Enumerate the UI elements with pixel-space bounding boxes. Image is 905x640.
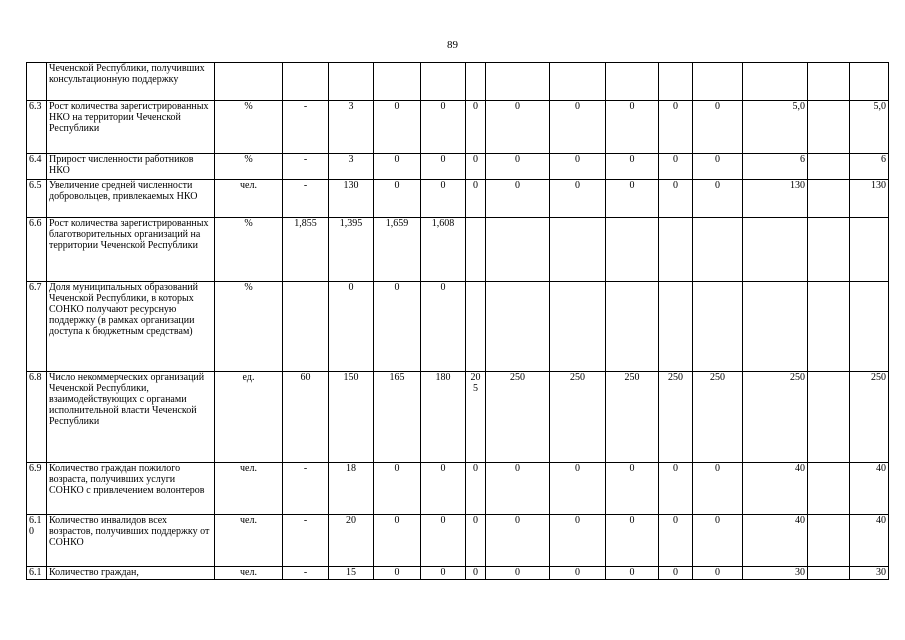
value-cell xyxy=(374,63,421,101)
value-cell: 40 xyxy=(743,515,808,567)
value-cell: 130 xyxy=(329,180,374,218)
row-number: 6.7 xyxy=(27,282,47,372)
value-cell xyxy=(743,282,808,372)
value-cell: 30 xyxy=(850,567,889,580)
value-cell: 250 xyxy=(486,372,550,463)
value-cell: 0 xyxy=(466,515,486,567)
unit-cell: чел. xyxy=(215,567,283,580)
value-cell: 0 xyxy=(550,101,606,154)
value-cell: 0 xyxy=(486,567,550,580)
value-cell xyxy=(659,282,693,372)
table-row xyxy=(27,180,889,218)
table-row xyxy=(27,282,889,372)
value-cell: 0 xyxy=(374,515,421,567)
value-cell xyxy=(850,282,889,372)
value-cell: 0 xyxy=(329,282,374,372)
indicator-name: Число некоммерческих организаций Чеченской Республики, взаимодействующих с органами исполнительной власти Чеченской Республики xyxy=(47,372,215,463)
value-cell: 130 xyxy=(743,180,808,218)
indicator-name: Прирост численности работников НКО xyxy=(47,154,215,180)
value-cell xyxy=(466,63,486,101)
value-cell: 0 xyxy=(486,101,550,154)
unit-cell: % xyxy=(215,218,283,282)
value-cell: 0 xyxy=(374,463,421,515)
value-cell: 1,855 xyxy=(283,218,329,282)
indicators-table xyxy=(26,62,889,580)
value-cell xyxy=(808,218,850,282)
value-cell: 6 xyxy=(850,154,889,180)
value-cell xyxy=(808,63,850,101)
value-cell xyxy=(693,218,743,282)
value-cell: 0 xyxy=(659,180,693,218)
table-row xyxy=(27,63,889,101)
value-cell: 0 xyxy=(659,515,693,567)
unit-cell xyxy=(215,63,283,101)
value-cell: 0 xyxy=(606,101,659,154)
unit-cell: чел. xyxy=(215,515,283,567)
unit-cell: % xyxy=(215,101,283,154)
value-cell: 250 xyxy=(606,372,659,463)
value-cell xyxy=(808,101,850,154)
indicator-name: Чеченской Республики, получивших консультационную поддержку xyxy=(47,63,215,101)
value-cell xyxy=(808,282,850,372)
value-cell xyxy=(550,282,606,372)
value-cell: 0 xyxy=(550,463,606,515)
value-cell: 0 xyxy=(659,154,693,180)
table-row xyxy=(27,515,889,567)
indicator-name: Доля муниципальных образований Чеченской Республики, в которых СОНКО получают ресурсную поддержку (в рамках организации доступа к бюджетным средствам) xyxy=(47,282,215,372)
value-cell: - xyxy=(283,154,329,180)
value-cell: 0 xyxy=(421,463,466,515)
value-cell: 0 xyxy=(606,515,659,567)
value-cell xyxy=(606,282,659,372)
value-cell: 0 xyxy=(421,515,466,567)
value-cell: 0 xyxy=(421,180,466,218)
indicator-name: Увеличение средней численности добровольцев, привлекаемых НКО xyxy=(47,180,215,218)
value-cell xyxy=(808,463,850,515)
value-cell xyxy=(606,63,659,101)
unit-cell: % xyxy=(215,282,283,372)
value-cell: 0 xyxy=(659,567,693,580)
value-cell xyxy=(693,63,743,101)
value-cell xyxy=(850,218,889,282)
value-cell: 3 xyxy=(329,154,374,180)
value-cell xyxy=(486,218,550,282)
value-cell: 0 xyxy=(374,180,421,218)
value-cell: 5,0 xyxy=(850,101,889,154)
value-cell xyxy=(808,567,850,580)
row-number: 6.8 xyxy=(27,372,47,463)
value-cell: 0 xyxy=(659,463,693,515)
value-cell: 250 xyxy=(693,372,743,463)
value-cell: - xyxy=(283,180,329,218)
value-cell: 0 xyxy=(606,567,659,580)
value-cell xyxy=(466,282,486,372)
table-row xyxy=(27,101,889,154)
value-cell: 0 xyxy=(466,101,486,154)
value-cell: 30 xyxy=(743,567,808,580)
value-cell xyxy=(283,63,329,101)
value-cell: 6 xyxy=(743,154,808,180)
value-cell: 40 xyxy=(850,463,889,515)
value-cell xyxy=(486,282,550,372)
value-cell xyxy=(808,372,850,463)
unit-cell: ед. xyxy=(215,372,283,463)
value-cell xyxy=(808,515,850,567)
value-cell: 60 xyxy=(283,372,329,463)
value-cell: 0 xyxy=(486,180,550,218)
value-cell: 0 xyxy=(486,463,550,515)
value-cell: 0 xyxy=(550,515,606,567)
value-cell: 0 xyxy=(466,154,486,180)
unit-cell: чел. xyxy=(215,180,283,218)
indicator-name: Количество граждан пожилого возраста, получивших услуги СОНКО с привлечением волонтеров xyxy=(47,463,215,515)
value-cell: 0 xyxy=(550,180,606,218)
value-cell: 20 xyxy=(329,515,374,567)
value-cell: 0 xyxy=(693,154,743,180)
value-cell: 3 xyxy=(329,101,374,154)
value-cell: 18 xyxy=(329,463,374,515)
value-cell: 165 xyxy=(374,372,421,463)
value-cell: 0 xyxy=(550,154,606,180)
value-cell xyxy=(421,63,466,101)
value-cell: 0 xyxy=(550,567,606,580)
value-cell xyxy=(550,218,606,282)
value-cell: 20 5 xyxy=(466,372,486,463)
row-number xyxy=(27,63,47,101)
value-cell: 0 xyxy=(466,463,486,515)
value-cell xyxy=(659,63,693,101)
row-number: 6.1 xyxy=(27,567,47,580)
value-cell xyxy=(743,63,808,101)
row-number: 6.4 xyxy=(27,154,47,180)
value-cell: 0 xyxy=(486,515,550,567)
row-number: 6.1 0 xyxy=(27,515,47,567)
value-cell xyxy=(329,63,374,101)
value-cell: 1,608 xyxy=(421,218,466,282)
value-cell: 0 xyxy=(421,282,466,372)
value-cell xyxy=(550,63,606,101)
value-cell: 1,395 xyxy=(329,218,374,282)
table-row xyxy=(27,463,889,515)
value-cell: 250 xyxy=(743,372,808,463)
value-cell: 0 xyxy=(374,154,421,180)
row-number: 6.5 xyxy=(27,180,47,218)
value-cell: 0 xyxy=(606,180,659,218)
value-cell: 0 xyxy=(421,101,466,154)
value-cell: 15 xyxy=(329,567,374,580)
value-cell: 0 xyxy=(466,180,486,218)
value-cell: 0 xyxy=(693,567,743,580)
unit-cell: чел. xyxy=(215,463,283,515)
value-cell: 130 xyxy=(850,180,889,218)
page-number: 89 xyxy=(447,39,458,51)
value-cell: 250 xyxy=(550,372,606,463)
value-cell xyxy=(850,63,889,101)
table-row xyxy=(27,372,889,463)
value-cell: 40 xyxy=(850,515,889,567)
value-cell xyxy=(283,282,329,372)
value-cell: 250 xyxy=(850,372,889,463)
indicator-name: Количество инвалидов всех возрастов, получивших поддержку от СОНКО xyxy=(47,515,215,567)
table-row xyxy=(27,154,889,180)
row-number: 6.9 xyxy=(27,463,47,515)
value-cell: 0 xyxy=(374,101,421,154)
value-cell: 0 xyxy=(421,154,466,180)
value-cell: 180 xyxy=(421,372,466,463)
value-cell: - xyxy=(283,567,329,580)
value-cell: - xyxy=(283,515,329,567)
value-cell: 0 xyxy=(374,567,421,580)
value-cell xyxy=(808,180,850,218)
row-number: 6.6 xyxy=(27,218,47,282)
value-cell: 0 xyxy=(693,101,743,154)
value-cell xyxy=(606,218,659,282)
value-cell xyxy=(743,218,808,282)
unit-cell: % xyxy=(215,154,283,180)
value-cell: - xyxy=(283,101,329,154)
value-cell: 0 xyxy=(606,154,659,180)
value-cell: 0 xyxy=(466,567,486,580)
value-cell: 0 xyxy=(659,101,693,154)
value-cell: 250 xyxy=(659,372,693,463)
row-number: 6.3 xyxy=(27,101,47,154)
value-cell: 0 xyxy=(693,180,743,218)
value-cell xyxy=(659,218,693,282)
indicator-name: Количество граждан, xyxy=(47,567,215,580)
value-cell xyxy=(486,63,550,101)
value-cell xyxy=(808,154,850,180)
value-cell xyxy=(693,282,743,372)
value-cell: 0 xyxy=(374,282,421,372)
indicator-name: Рост количества зарегистрированных благотворительных организаций на территории Чеченской Республики xyxy=(47,218,215,282)
table-row xyxy=(27,567,889,580)
value-cell: 150 xyxy=(329,372,374,463)
value-cell: 0 xyxy=(421,567,466,580)
value-cell: 5,0 xyxy=(743,101,808,154)
value-cell: 0 xyxy=(486,154,550,180)
value-cell: 1,659 xyxy=(374,218,421,282)
indicator-name: Рост количества зарегистрированных НКО на территории Чеченской Республики xyxy=(47,101,215,154)
value-cell: 0 xyxy=(693,463,743,515)
table-row xyxy=(27,218,889,282)
value-cell xyxy=(466,218,486,282)
value-cell: 40 xyxy=(743,463,808,515)
value-cell: 0 xyxy=(693,515,743,567)
value-cell: - xyxy=(283,463,329,515)
value-cell: 0 xyxy=(606,463,659,515)
